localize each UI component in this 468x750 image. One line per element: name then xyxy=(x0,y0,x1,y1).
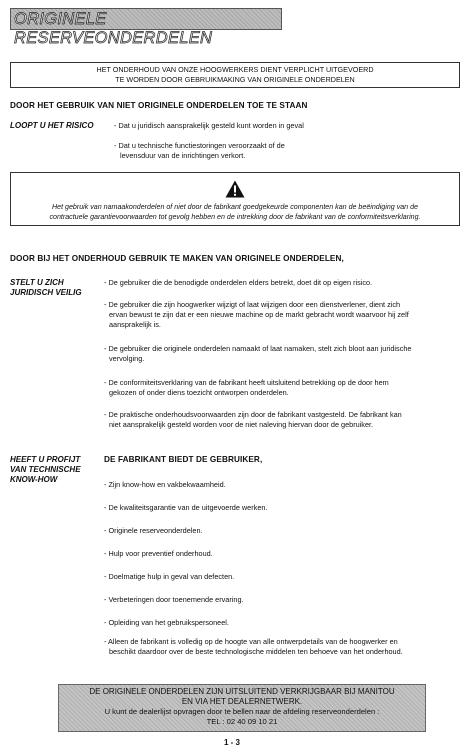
section3-item: - Doelmatige hulp in geval van defecten. xyxy=(104,572,235,581)
page-number: 1 - 3 xyxy=(224,738,241,747)
section3-item: - De kwaliteitsgarantie van de uitgevoerde werken. xyxy=(104,503,268,512)
intro-line-2: TE WORDEN DOOR GEBRUIKMAKING VAN ORIGINELE ONDERDELEN xyxy=(115,75,355,84)
section1-item xyxy=(114,141,454,161)
section3-label-line-2: VAN TECHNISCHE xyxy=(10,465,81,474)
section2-item xyxy=(104,410,460,430)
section1-item-1-line-1: - Dat u juridisch aansprakelijk gesteld kunt worden in geval xyxy=(114,121,304,130)
warning-line-2: contractuele garantievoorwaarden tot gevolg hebben en de intrekking door de fabrikant van de conformiteitsverklaring. xyxy=(49,212,421,221)
footer-phone: TEL : 02 40 09 10 21 xyxy=(206,717,278,726)
section1-label: LOOPT U HET RISICO xyxy=(10,121,94,130)
warning-box xyxy=(10,172,460,226)
section2-label-line-1: STELT U ZICH xyxy=(10,278,64,287)
section2-item-5-line-1: - De praktische onderhoudsvoorwaarden zijn door de fabrikant vastgesteld. De fabrikant kan xyxy=(104,410,402,419)
section2-item-2-line-1: - De gebruiker die zijn hoogwerker wijzigt of laat wijzigen door een dienstverlener, dient zich xyxy=(104,300,401,309)
section2-heading: DOOR BIJ HET ONDERHOUD GEBRUIK TE MAKEN VAN ORIGINELE ONDERDELEN, xyxy=(10,254,344,263)
section2-label xyxy=(10,278,82,298)
section3-item: - Hulp voor preventief onderhoud. xyxy=(104,549,213,558)
section1-item xyxy=(114,121,454,131)
footer-line-1: DE ORIGINELE ONDERDELEN ZIJN UITSLUITEND VERKRIJGBAAR BIJ MANITOU xyxy=(89,687,395,696)
page-title: ORIGINELE RESERVEONDERDELEN xyxy=(14,10,213,47)
warning-text xyxy=(17,203,453,222)
section3-heading: DE FABRIKANT BIEDT DE GEBRUIKER, xyxy=(104,455,263,464)
section3-item-8-line-1: - Alleen de fabrikant is volledig op de hoogte van alle ontwerpdetails van de hoogwerker en xyxy=(104,637,398,646)
footer-line-2: EN VIA HET DEALERNETWERK. xyxy=(181,697,303,706)
section2-label-line-2: JURIDISCH VEILIG xyxy=(10,288,82,297)
section2-item xyxy=(104,378,460,398)
section3-item: - Opleiding van het gebruikspersoneel. xyxy=(104,618,229,627)
intro-box xyxy=(10,62,460,88)
warning-line-1: Het gebruik van namaakonderdelen of niet door de fabrikant goedgekeurde componenten kan de beëindiging van de xyxy=(52,203,418,211)
section2-item-2-line-3: aansprakelijk is. xyxy=(109,320,161,329)
section3-label-line-1: HEEFT U PROFIJT xyxy=(10,455,81,464)
section3-label xyxy=(10,455,81,485)
section3-item: - Verbeteringen door toenemende ervaring. xyxy=(104,595,244,604)
section3-item xyxy=(104,637,460,657)
section2-item-4-line-1: - De conformiteitsverklaring van de fabrikant heeft uitsluitend betrekking op de door hem xyxy=(104,378,389,387)
section1-heading: DOOR HET GEBRUIK VAN NIET ORIGINELE ONDERDELEN TOE TE STAAN xyxy=(10,101,308,110)
footer-box xyxy=(58,684,426,732)
section1-item-2-line-2: levensduur van de inrichtingen verkort. xyxy=(120,151,246,160)
section2-item xyxy=(104,344,460,364)
footer-line-3: U kunt de dealerlijst opvragen door te bellen naar de afdeling reserveonderdelen : xyxy=(104,707,380,716)
section2-item-2-line-2: ervan bewust te zijn dat er een nieuwe machine op de markt gebracht wordt waarvoor hij zelf xyxy=(109,310,409,319)
section3-item-8-line-2: beschikt daardoor over de beste technologische middelen ten behoeve van het onderhoud. xyxy=(109,647,403,656)
intro-line-1: HET ONDERHOUD VAN ONZE HOOGWERKERS DIENT VERPLICHT UITGEVOERD xyxy=(96,65,374,74)
section2-item xyxy=(104,278,460,288)
page-title-box xyxy=(10,8,282,47)
section1-item-2-line-1: - Dat u technische functiestoringen veroorzaakt of de xyxy=(114,141,285,150)
section3-label-line-3: KNOW-HOW xyxy=(10,475,58,484)
section2-item-1-line-1: - De gebruiker die de benodigde onderdelen elders betrekt, doet dit op eigen risico. xyxy=(104,278,373,287)
section3-item: - Originele reserveonderdelen. xyxy=(104,526,203,535)
section2-item-5-line-2: niet aansprakelijk gesteld worden voor de niet naleving hiervan door de gebruiker. xyxy=(109,420,374,429)
section2-item-3-line-2: vervolging. xyxy=(109,354,145,363)
section2-item-4-line-2: gekozen of onder diens toezicht ontworpen onderdelen. xyxy=(109,388,289,397)
section3-item: - Zijn know-how en vakbekwaamheid. xyxy=(104,480,226,489)
section2-item-3-line-1: - De gebruiker die originele onderdelen namaakt of laat namaken, stelt zich bloot aan juridische xyxy=(104,344,412,353)
warning-triangle-icon xyxy=(225,180,245,198)
section2-item xyxy=(104,300,460,330)
